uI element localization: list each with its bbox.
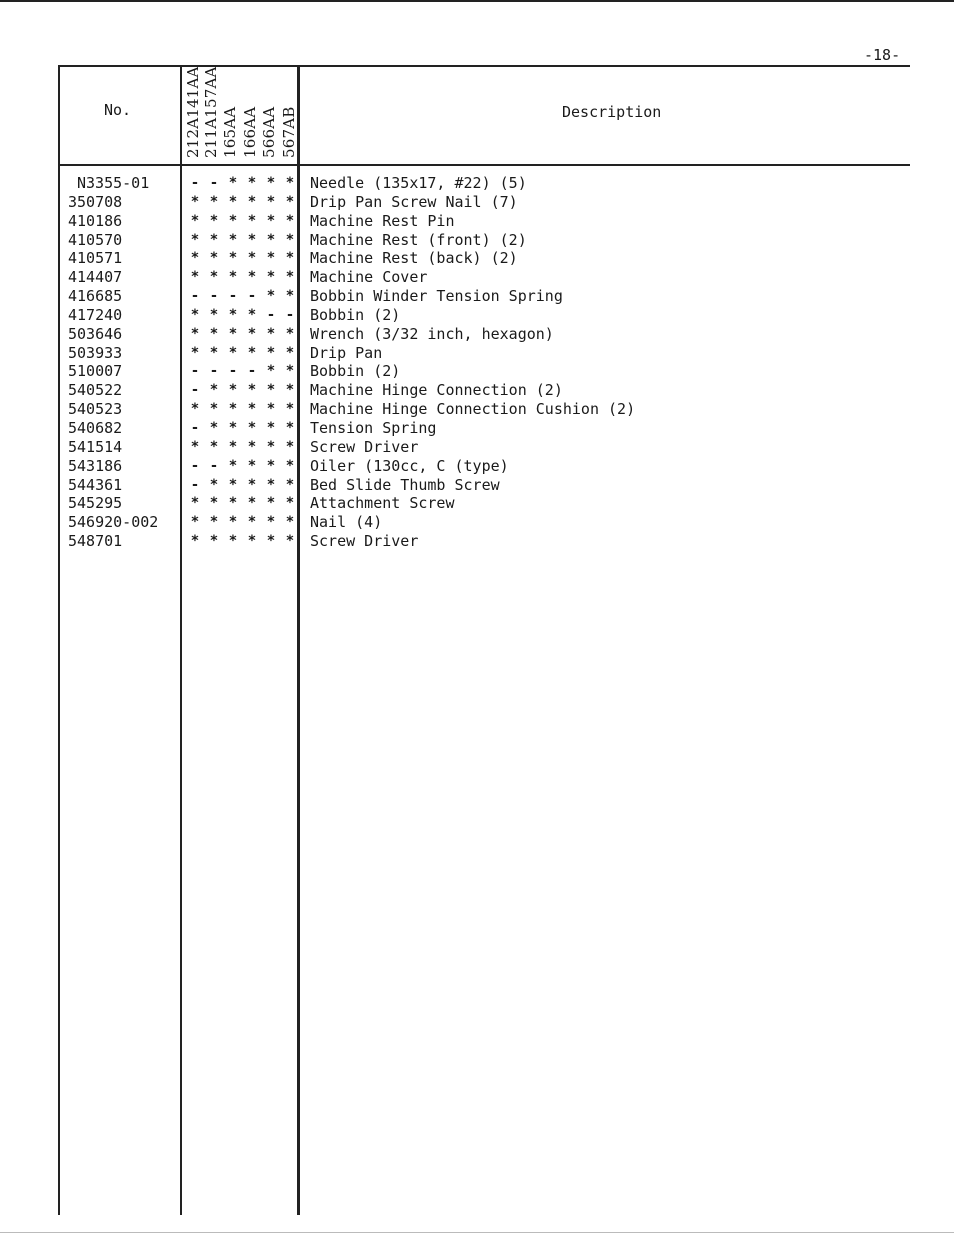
model-mark: *	[190, 250, 200, 267]
model-marks	[189, 457, 297, 476]
header-description: Description	[562, 103, 662, 121]
table-row	[0, 249, 954, 268]
model-mark: *	[266, 325, 276, 342]
part-number: 503933	[68, 343, 123, 362]
model-mark: *	[285, 193, 295, 210]
model-marks	[189, 494, 297, 513]
model-mark: -	[209, 175, 219, 191]
model-mark: *	[228, 476, 238, 493]
model-mark: -	[247, 288, 257, 305]
header-model-212a141aa: 212A141AA	[184, 66, 202, 158]
model-mark: *	[266, 250, 276, 267]
page-number: -18-	[864, 46, 901, 64]
model-mark: *	[247, 419, 257, 436]
table-row	[0, 212, 954, 231]
model-mark: -	[247, 363, 257, 380]
part-number: 540522	[68, 381, 123, 400]
model-mark: *	[266, 193, 276, 210]
model-marks	[189, 287, 297, 306]
model-mark: *	[285, 495, 295, 512]
model-mark: *	[190, 231, 200, 248]
model-mark: *	[228, 344, 238, 361]
part-description: Nail (4)	[310, 513, 383, 532]
part-description: Machine Rest (front) (2)	[310, 230, 527, 249]
model-mark: -	[190, 419, 200, 436]
table-row	[0, 513, 954, 532]
part-number: 540523	[68, 400, 123, 419]
model-mark: *	[247, 401, 257, 418]
table-row	[0, 532, 954, 551]
model-mark: *	[285, 269, 295, 286]
part-description: Bed Slide Thumb Screw	[310, 475, 500, 494]
table-row	[0, 362, 954, 381]
model-marks	[189, 231, 297, 250]
part-description: Wrench (3/32 inch, hexagon)	[310, 324, 554, 343]
model-marks	[189, 362, 297, 381]
model-mark: *	[190, 438, 200, 455]
page-bottom-rule	[0, 1232, 954, 1233]
part-description: Bobbin Winder Tension Spring	[310, 287, 563, 306]
model-mark: *	[228, 325, 238, 342]
header-no: No.	[104, 101, 132, 119]
part-description: Machine Rest Pin	[310, 211, 455, 230]
model-marks	[189, 212, 297, 231]
part-number: 540682	[68, 418, 123, 437]
part-number: 410571	[68, 249, 123, 268]
model-marks	[189, 344, 297, 363]
table-row	[0, 494, 954, 513]
part-description: Drip Pan Screw Nail (7)	[310, 192, 518, 211]
model-mark: *	[209, 495, 219, 512]
model-mark: *	[209, 514, 219, 531]
model-mark: *	[266, 269, 276, 286]
model-marks	[189, 306, 297, 325]
model-mark: *	[190, 514, 200, 531]
model-mark: *	[247, 476, 257, 493]
model-mark: *	[247, 344, 257, 361]
part-number: 546920-002	[68, 513, 159, 532]
table-row	[0, 457, 954, 476]
header-model-166aa: 166AA	[241, 106, 259, 158]
model-mark: *	[209, 269, 219, 286]
model-mark: -	[209, 288, 219, 305]
part-number: 548701	[68, 532, 123, 551]
table-row	[0, 344, 954, 363]
model-mark: *	[285, 457, 295, 474]
part-number: 541514	[68, 437, 123, 456]
model-mark: *	[190, 269, 200, 286]
model-mark: *	[266, 514, 276, 531]
model-mark: *	[209, 193, 219, 210]
model-mark: *	[190, 193, 200, 210]
model-mark: *	[209, 476, 219, 493]
model-marks	[189, 174, 297, 193]
model-mark: *	[209, 382, 219, 399]
part-number: 410186	[68, 211, 123, 230]
model-mark: *	[266, 533, 276, 550]
part-description: Bobbin (2)	[310, 305, 401, 324]
model-marks	[189, 325, 297, 344]
model-mark: -	[228, 363, 238, 380]
table-row	[0, 476, 954, 495]
part-number: 414407	[68, 268, 123, 287]
part-number: 350708	[68, 192, 123, 211]
model-mark: *	[209, 401, 219, 418]
model-mark: *	[209, 231, 219, 248]
model-mark: *	[209, 419, 219, 436]
model-mark: -	[209, 457, 219, 474]
part-number: 510007	[68, 362, 123, 381]
header-model-211a157aa: 211A157AA	[202, 66, 220, 158]
model-mark: -	[190, 288, 200, 305]
model-mark: -	[209, 363, 219, 380]
model-mark: *	[209, 306, 219, 323]
model-mark: *	[228, 231, 238, 248]
model-mark: -	[190, 175, 200, 191]
part-description: Machine Hinge Connection Cushion (2)	[310, 400, 636, 419]
model-mark: *	[190, 212, 200, 229]
model-mark: *	[228, 269, 238, 286]
model-mark: *	[266, 495, 276, 512]
table-row	[0, 193, 954, 212]
model-mark: *	[247, 175, 257, 191]
model-mark: *	[285, 514, 295, 531]
model-mark: *	[228, 457, 238, 474]
model-marks	[189, 268, 297, 287]
model-mark: *	[190, 401, 200, 418]
model-mark: -	[266, 306, 276, 323]
model-mark: *	[228, 250, 238, 267]
header-model-567ab: 567AB	[280, 106, 298, 158]
table-header-divider	[58, 164, 910, 166]
model-mark: *	[266, 476, 276, 493]
model-mark: *	[209, 325, 219, 342]
model-mark: *	[209, 250, 219, 267]
model-mark: *	[247, 457, 257, 474]
model-mark: *	[247, 193, 257, 210]
part-number: 416685	[68, 287, 123, 306]
model-mark: *	[247, 306, 257, 323]
table-row	[0, 381, 954, 400]
model-mark: *	[190, 344, 200, 361]
model-mark: *	[228, 533, 238, 550]
model-mark: *	[266, 288, 276, 305]
model-mark: *	[190, 325, 200, 342]
model-mark: *	[285, 438, 295, 455]
model-mark: *	[285, 212, 295, 229]
model-mark: *	[266, 419, 276, 436]
model-mark: *	[285, 401, 295, 418]
model-mark: *	[228, 401, 238, 418]
part-number: 503646	[68, 324, 123, 343]
model-mark: *	[247, 212, 257, 229]
table-row	[0, 231, 954, 250]
model-mark: *	[285, 175, 295, 191]
model-mark: *	[209, 438, 219, 455]
table-row	[0, 268, 954, 287]
part-description: Bobbin (2)	[310, 362, 401, 381]
model-marks	[189, 419, 297, 438]
part-number: 410570	[68, 230, 123, 249]
table-row	[0, 438, 954, 457]
model-marks	[189, 400, 297, 419]
part-number: N3355-01	[77, 174, 150, 192]
table-row	[0, 174, 954, 193]
model-mark: -	[190, 363, 200, 380]
model-mark: *	[266, 457, 276, 474]
part-description: Screw Driver	[310, 532, 419, 551]
part-description: Screw Driver	[310, 437, 419, 456]
model-mark: *	[228, 495, 238, 512]
part-description: Needle (135x17, #22) (5)	[310, 174, 527, 192]
model-mark: *	[266, 382, 276, 399]
model-mark: *	[285, 231, 295, 248]
model-marks	[189, 513, 297, 532]
model-marks	[189, 249, 297, 268]
model-mark: *	[247, 269, 257, 286]
part-description: Machine Rest (back) (2)	[310, 249, 518, 268]
model-mark: *	[247, 438, 257, 455]
model-mark: *	[266, 363, 276, 380]
model-mark: *	[285, 476, 295, 493]
model-mark: *	[209, 533, 219, 550]
model-mark: *	[247, 382, 257, 399]
model-marks	[189, 381, 297, 400]
model-mark: *	[285, 533, 295, 550]
model-marks	[189, 438, 297, 457]
model-mark: *	[228, 438, 238, 455]
model-mark: *	[228, 419, 238, 436]
model-marks	[189, 532, 297, 551]
model-mark: *	[285, 325, 295, 342]
model-mark: *	[266, 175, 276, 191]
model-mark: *	[247, 514, 257, 531]
model-mark: -	[190, 382, 200, 399]
model-mark: -	[190, 457, 200, 474]
model-mark: *	[228, 514, 238, 531]
table-row	[0, 287, 954, 306]
model-mark: -	[190, 476, 200, 493]
model-mark: *	[247, 325, 257, 342]
table-row	[0, 306, 954, 325]
part-number: 545295	[68, 494, 123, 513]
part-description: Attachment Screw	[310, 494, 455, 513]
model-mark: *	[190, 533, 200, 550]
model-mark: *	[190, 495, 200, 512]
model-mark: *	[247, 250, 257, 267]
header-model-165aa: 165AA	[221, 106, 239, 158]
part-description: Oiler (130cc, C (type)	[310, 456, 509, 475]
model-mark: *	[285, 382, 295, 399]
model-mark: *	[209, 344, 219, 361]
model-mark: *	[285, 250, 295, 267]
model-mark: *	[228, 193, 238, 210]
table-row	[0, 400, 954, 419]
part-description: Drip Pan	[310, 343, 383, 362]
part-number: 543186	[68, 456, 123, 475]
model-mark: *	[266, 438, 276, 455]
header-model-566aa: 566AA	[260, 106, 278, 158]
part-number: 417240	[68, 305, 123, 324]
model-mark: *	[266, 212, 276, 229]
model-mark: *	[209, 212, 219, 229]
model-mark: *	[190, 306, 200, 323]
model-mark: -	[228, 288, 238, 305]
model-mark: *	[228, 382, 238, 399]
model-mark: *	[228, 175, 238, 191]
model-mark: *	[285, 344, 295, 361]
model-mark: *	[285, 288, 295, 305]
part-description: Machine Hinge Connection (2)	[310, 381, 563, 400]
table-row	[0, 325, 954, 344]
model-mark: *	[247, 495, 257, 512]
model-mark: *	[266, 231, 276, 248]
model-mark: *	[228, 306, 238, 323]
model-mark: *	[285, 363, 295, 380]
model-mark: *	[266, 344, 276, 361]
model-mark: *	[228, 212, 238, 229]
page-top-rule	[0, 0, 954, 2]
model-marks	[189, 193, 297, 212]
table-row	[0, 419, 954, 438]
model-mark: *	[247, 533, 257, 550]
model-mark: *	[285, 419, 295, 436]
model-marks	[189, 476, 297, 495]
model-mark: *	[247, 231, 257, 248]
model-mark: -	[285, 306, 295, 323]
model-mark: *	[266, 401, 276, 418]
table-body	[0, 174, 954, 551]
part-description: Machine Cover	[310, 268, 428, 287]
part-number: 544361	[68, 475, 123, 494]
part-description: Tension Spring	[310, 418, 437, 437]
